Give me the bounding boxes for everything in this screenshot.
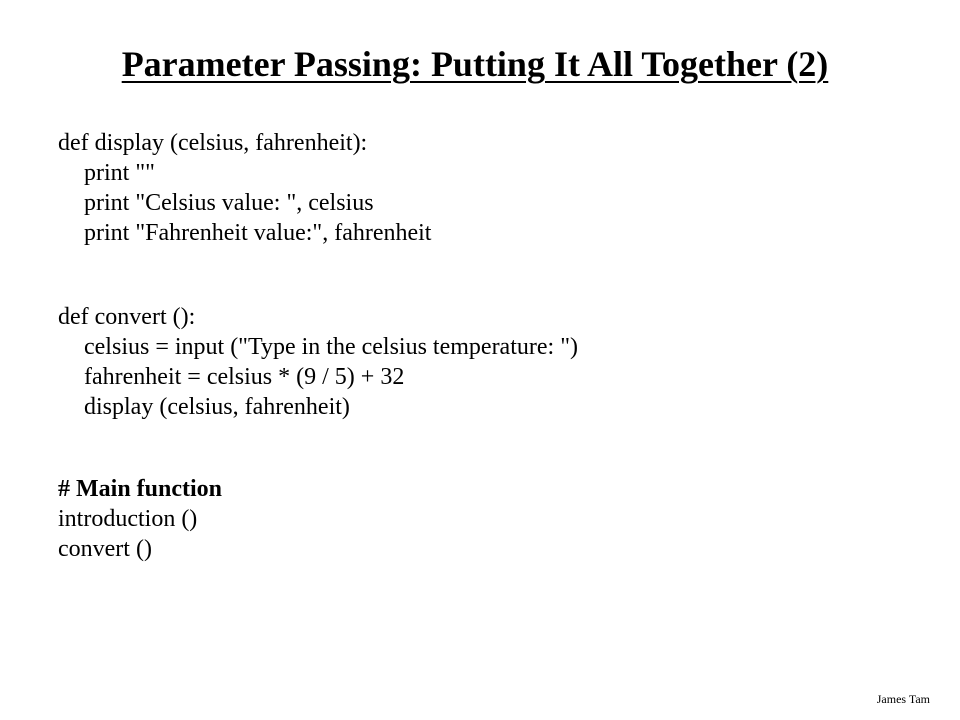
author-footer: James Tam <box>876 692 930 706</box>
code-block-convert <box>58 302 918 422</box>
slide-title: Parameter Passing: Putting It All Together (2) <box>121 44 829 84</box>
code-line: convert () <box>58 536 152 562</box>
code-line: introduction () <box>58 506 198 532</box>
code-line: print "" <box>84 160 155 186</box>
code-block-display <box>58 128 918 248</box>
code-line: print "Celsius value: ", celsius <box>84 190 374 216</box>
code-line: fahrenheit = celsius * (9 / 5) + 32 <box>84 364 405 390</box>
main-function-comment: # Main function <box>58 476 223 502</box>
code-line: print "Fahrenheit value:", fahrenheit <box>84 220 432 246</box>
code-block-main <box>58 474 918 564</box>
code-line: def convert (): <box>58 304 196 330</box>
code-line: display (celsius, fahrenheit) <box>84 394 350 420</box>
code-line: celsius = input ("Type in the celsius temperature: ") <box>84 334 578 360</box>
code-line: def display (celsius, fahrenheit): <box>58 130 368 156</box>
